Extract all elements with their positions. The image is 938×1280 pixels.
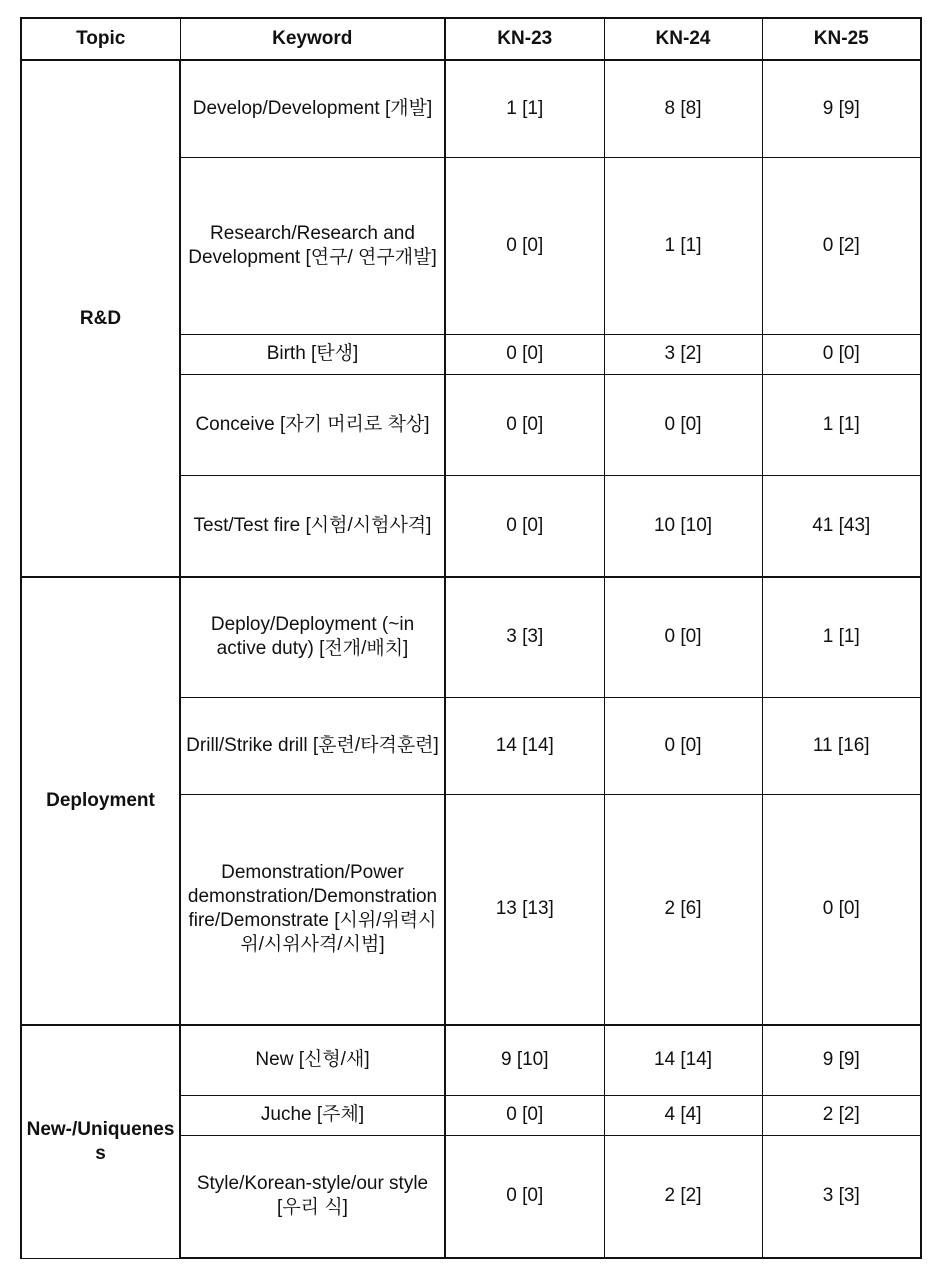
- kn24-cell: 10 [10]: [604, 475, 762, 577]
- kn23-cell: 0 [0]: [445, 1135, 604, 1258]
- kn24-cell: 0 [0]: [604, 374, 762, 475]
- kn23-cell: 1 [1]: [445, 60, 604, 157]
- keyword-cell: Develop/Development [개발]: [180, 60, 445, 157]
- kn23-cell: 0 [0]: [445, 475, 604, 577]
- kn23-cell: 0 [0]: [445, 1095, 604, 1135]
- kn24-cell: 2 [2]: [604, 1135, 762, 1258]
- keyword-frequency-table: [20, 17, 922, 1259]
- keyword-cell: New [신형/새]: [180, 1025, 445, 1095]
- table-row: [21, 1025, 921, 1095]
- keyword-cell: Conceive [자기 머리로 착상]: [180, 374, 445, 475]
- topic-cell-deployment: Deployment: [21, 577, 180, 1025]
- kn24-cell: 8 [8]: [604, 60, 762, 157]
- kn25-cell: 11 [16]: [762, 697, 921, 794]
- kn24-cell: 14 [14]: [604, 1025, 762, 1095]
- keyword-cell: Demonstration/Power demonstration/Demonstration fire/Demonstrate [시위/위력시위/시위사격/시범]: [180, 794, 445, 1025]
- kn23-cell: 3 [3]: [445, 577, 604, 697]
- kn23-cell: 0 [0]: [445, 334, 604, 374]
- keyword-cell: Test/Test fire [시험/시험사격]: [180, 475, 445, 577]
- header-kn23: KN-23: [445, 18, 604, 60]
- kn23-cell: 0 [0]: [445, 157, 604, 334]
- keyword-cell: Research/Research and Development [연구/ 연구개발]: [180, 157, 445, 334]
- keyword-cell: Drill/Strike drill [훈련/타격훈련]: [180, 697, 445, 794]
- kn24-cell: 1 [1]: [604, 157, 762, 334]
- keyword-cell: Deploy/Deployment (~in active duty) [전개/배치]: [180, 577, 445, 697]
- topic-cell-rnd: R&D: [21, 60, 180, 577]
- header-kn24: KN-24: [604, 18, 762, 60]
- kn24-cell: 0 [0]: [604, 697, 762, 794]
- header-kn25: KN-25: [762, 18, 921, 60]
- kn24-cell: 3 [2]: [604, 334, 762, 374]
- kn24-cell: 0 [0]: [604, 577, 762, 697]
- table-row: [21, 60, 921, 157]
- kn24-cell: 2 [6]: [604, 794, 762, 1025]
- kn25-cell: 41 [43]: [762, 475, 921, 577]
- keyword-cell: Style/Korean-style/our style [우리 식]: [180, 1135, 445, 1258]
- kn23-cell: 13 [13]: [445, 794, 604, 1025]
- header-keyword: Keyword: [180, 18, 445, 60]
- kn25-cell: 2 [2]: [762, 1095, 921, 1135]
- kn25-cell: 3 [3]: [762, 1135, 921, 1258]
- kn24-cell: 4 [4]: [604, 1095, 762, 1135]
- kn25-cell: 1 [1]: [762, 577, 921, 697]
- keyword-cell: Birth [탄생]: [180, 334, 445, 374]
- kn23-cell: 9 [10]: [445, 1025, 604, 1095]
- kn25-cell: 0 [2]: [762, 157, 921, 334]
- topic-cell-newness: New-/Uniqueness: [21, 1025, 180, 1258]
- kn25-cell: 0 [0]: [762, 794, 921, 1025]
- kn25-cell: 9 [9]: [762, 60, 921, 157]
- header-topic: Topic: [21, 18, 180, 60]
- table-row: [21, 577, 921, 697]
- kn25-cell: 0 [0]: [762, 334, 921, 374]
- keyword-cell: Juche [주체]: [180, 1095, 445, 1135]
- table-header-row: [21, 18, 921, 60]
- kn25-cell: 9 [9]: [762, 1025, 921, 1095]
- kn23-cell: 0 [0]: [445, 374, 604, 475]
- kn23-cell: 14 [14]: [445, 697, 604, 794]
- kn25-cell: 1 [1]: [762, 374, 921, 475]
